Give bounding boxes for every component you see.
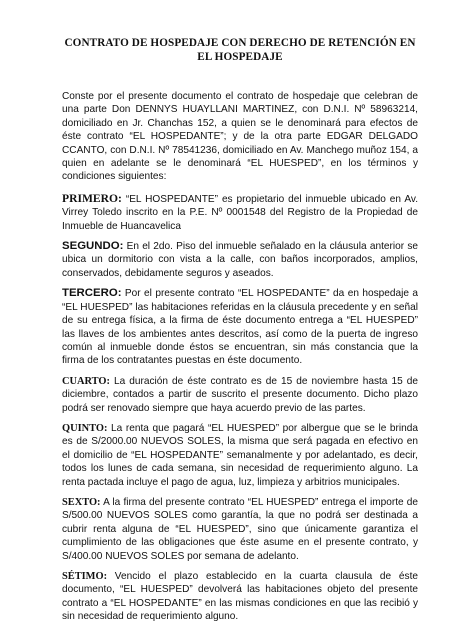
clause-primero xyxy=(62,192,418,233)
contract-page xyxy=(62,36,418,631)
clause-text: La duración de éste contrato es de 15 de noviembre hasta 15 de diciembre, contados a partir de suscrito el presente documento. Dicho plazo podrá ser renovado siempre que haya acuerdo previo de las partes. xyxy=(62,375,418,414)
clause-text: Por el presente contrato “EL HOSPEDANTE” da en hospedaje a “EL HUESPED” las habitaciones referidas en la cláusula precedente y en señal de su entrega física, a la firma de éste documento entrega a “EL HUESPED” las llaves de los ambientes antes descritos, así como de la puerta de ingreso común al inmueble donde éstos se encuentran, sin más constancia que la firma de los contratantes puestas en éste documento. xyxy=(62,288,418,367)
clause-cuarto xyxy=(62,375,418,415)
clause-quinto xyxy=(62,422,418,489)
intro-paragraph: Conste por el presente documento el contrato de hospedaje que celebran de una parte Don DENNYS HUAYLLANI MARTINEZ, con D.N.I. Nº 58963214, domiciliado en Jr. Chanchas 152, a quien se le denominará para efectos de éste contrato “EL HOSPEDANTE”; y de la otra parte EDGAR DELGADO CCANTO, con D.N.I. Nº 78541236, domiciliado en Av. Manchego muñoz 154, a quien en adelante se le denominará “EL HUESPED”, en los términos y condiciones siguientes: xyxy=(62,91,418,183)
clause-setimo xyxy=(62,570,418,624)
clause-label: SÉTIMO: xyxy=(62,571,108,582)
clause-text: “EL HOSPEDANTE” es propietario del inmueble ubicado en Av. Virrey Toledo inscrito en la P.E. Nº 0001548 del Registro de la Propiedad de Inmueble de Huancavelica xyxy=(62,193,418,232)
clause-label: SEXTO: xyxy=(62,496,101,508)
clause-text: La renta que pagará “EL HUESPED” por albergue que se le brinda es de S/2000.00 NUEVOS SOLES, la misma que será pagada en efectivo en el domicilio de “EL HOSPEDANTE” semanalmente y por adelantado, es decir, todos los lunes de cada semana, sin necesidad de requerimiento alguno. La renta pactada incluye el pago de agua, luz, limpieza y arbitrios municipales. xyxy=(62,422,418,488)
clause-label: CUARTO: xyxy=(62,375,110,387)
clause-segundo xyxy=(62,240,418,280)
clause-text: Vencido el plazo establecido en la cuarta clausula de éste documento, “EL HUESPED” devolverá las habitaciones objeto del presente contrato a “EL HOSPEDANTE” en las mismas condiciones en que las recibió y sin necesidad de requerimiento alguno. xyxy=(62,571,418,623)
clause-text: En el 2do. Piso del inmueble señalado en la cláusula anterior se ubica un dormitorio con vista a la calle, con baños incorporados, amplios, conservados, debidamente seguros y aseados. xyxy=(62,241,418,279)
clause-label: TERCERO: xyxy=(62,287,122,300)
clause-label: PRIMERO: xyxy=(62,191,122,205)
clause-sexto xyxy=(62,496,418,563)
clause-label: QUINTO: xyxy=(62,422,108,434)
clause-label: SEGUNDO: xyxy=(62,240,124,253)
clause-tercero xyxy=(62,287,418,367)
clause-text: A la firma del presente contrato “EL HUESPED” entrega el importe de S/500.00 NUEVOS SOLES como garantía, la que no podrá ser destinada a cubrir renta alguna de “EL HUESPED”, sino que únicamente garantiza el cumplimiento de las obligaciones que éste asume en el presente contrato, y S/400.00 NUEVOS SOLES por semana de adelanto. xyxy=(62,496,418,562)
document-title: CONTRATO DE HOSPEDAJE CON DERECHO DE RETENCIÓN EN EL HOSPEDAJE xyxy=(64,37,416,63)
